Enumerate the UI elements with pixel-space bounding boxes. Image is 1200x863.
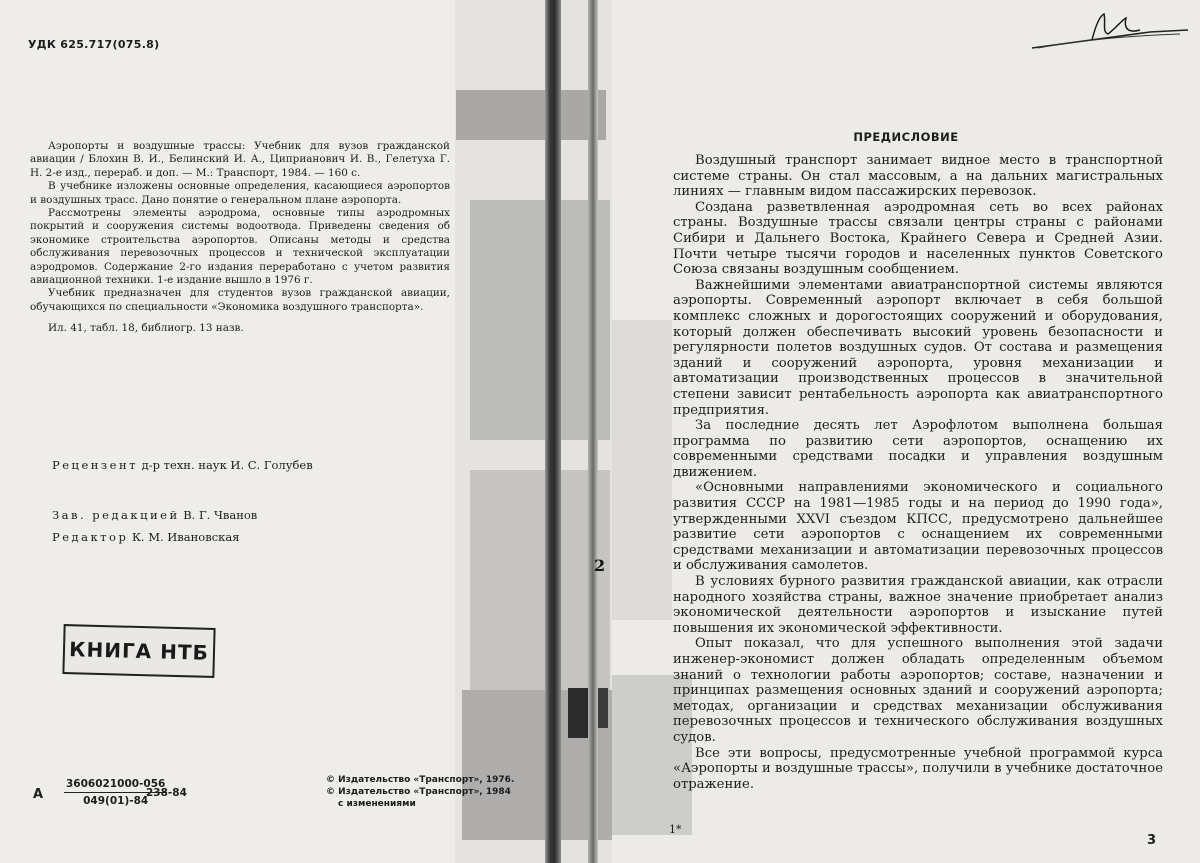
signature-mark: 1* [669, 823, 682, 836]
binding-shadow [598, 688, 608, 728]
annotation-paragraph: В учебнике изложены основные определения, касающиеся аэропортов и воздушных трасс. Дано понятие о генеральном плане аэропорта. [30, 180, 450, 206]
code-letter: А [33, 787, 44, 802]
preface-paragraph: Опыт показал, что для успешного выполнения этой задачи инженер-экономист должен обладать определенным объемом знаний о технологии работы аэропортов; составе, назначении и принципах размещения основных зданий и сооружений аэропорта; методах, организации и средствах механизации обслуживания перевозочных процессов и технического обслуживания воздушных судов. [673, 636, 1163, 745]
editor-line [52, 530, 239, 544]
preface-body [673, 153, 1163, 792]
preface-paragraph: «Основными направлениями экономического и социального развития СССР на 1981—1985 годы и на период до 1990 года», утвержденными XXVI съездом КПСС, предусмотрено дальнейшее развитие сети аэропортов с оснащением их современными средствами механизации и автоматизации перевозочных процессов и обслуживания самолетов. [673, 480, 1163, 574]
handwritten-signature [1030, 10, 1190, 55]
preface-paragraph: В условиях бурного развития гражданской авиации, как отрасли народного хозяйства страны, важное значение приобретает анализ экономической деятельности аэропортов и изыскание путей повышения их экономической эффективности. [673, 574, 1163, 636]
spine-shadow [545, 0, 561, 863]
preface-paragraph: Все эти вопросы, предусмотренные учебной программой курса «Аэропорты и воздушные трассы», получили в учебнике достаточное отражение. [673, 745, 1163, 792]
reviewer-name: д-р техн. наук И. С. Голубев [141, 458, 313, 472]
code-numerator: 3606021000-056 [64, 778, 167, 793]
annotation-paragraph: Учебник предназначен для студентов вузов гражданской авиации, обучающихся по специальности «Экономика воздушного транспорта». [30, 287, 450, 313]
tape-strip [456, 90, 606, 140]
annotation-block [30, 140, 450, 336]
page-number: 3 [1147, 833, 1157, 848]
binding-shadow [568, 688, 588, 738]
head-editor-line [52, 508, 257, 522]
gutter-mark: 2 [594, 556, 606, 575]
editor-name: К. М. Ивановская [131, 530, 240, 544]
spine-edge [588, 0, 598, 863]
copyright-line: © Издательство «Транспорт», 1984 [326, 787, 511, 797]
tape-strip [612, 320, 672, 620]
head-editor-name: В. Г. Чванов [183, 508, 258, 522]
preface-paragraph: Воздушный транспорт занимает видное место в транспортной системе страны. Он стал массовым, а на дальних магистральных линиях — главным видом пассажирских перевозок. [673, 153, 1163, 200]
editor-label: Редактор [52, 530, 129, 544]
preface-title: ПРЕДИСЛОВИЕ [853, 130, 959, 144]
bibliographic-citation: Аэропорты и воздушные трассы: Учебник для вузов гражданской авиации / Блохин В. И., Белинский И. А., Циприанович И. В., Гелетуха Г. Н. 2-е изд., перераб. и доп. — М.: Транспорт, 1984. — 160 с. [30, 140, 450, 179]
left-page [0, 0, 455, 863]
preface-paragraph: Важнейшими элементами авиатранспортной системы являются аэропорты. Современный аэропорт включает в себя большой комплекс сложных и дорогостоящих сооружений и оборудования, который должен обеспечивать высокий уровень безопасности и регулярности полетов воздушных судов. От состава и размещения зданий и сооружений аэропорта, уровня механизации и автоматизации производственных процессов в значительной степени зависит рентабельность аэропорта как авиатранспортного предприятия. [673, 277, 1163, 418]
illustration-count: Ил. 41, табл. 18, библиогр. 13 назв. [48, 322, 244, 335]
reviewer-label: Рецензент [52, 458, 139, 472]
reviewer-line [52, 458, 313, 472]
copyright-line: © Издательство «Транспорт», 1976. [326, 775, 515, 785]
copyright-sub: с изменениями [338, 799, 416, 809]
preface-paragraph: Создана разветвленная аэродромная сеть во всех районах страны. Воздушные трассы связали центры страны с районами Сибири и Дальнего Востока, Крайнего Севера и Средней Азии. Почти четыре тысячи городов и населенных пунктов Советского Союза связаны воздушным сообщением. [673, 199, 1163, 278]
annotation-paragraph: Рассмотрены элементы аэродрома, основные типы аэродромных покрытий и сооружения системы водоотвода. Приведены сведения об экономике строительства аэропортов. Описаны методы и средства обслуживания перевозочных процессов и технической эксплуатации аэродромов. Содержание 2-го издания переработано с учетом развития авиационной техники. 1-е издание вышло в 1976 г. [30, 207, 450, 287]
code-tail: 238-84 [146, 787, 187, 799]
copyright-block [326, 774, 514, 810]
library-stamp: КНИГА НТБ [62, 624, 215, 678]
udk-code: УДК 625.717(075.8) [28, 38, 160, 51]
preface-paragraph: За последние десять лет Аэрофлотом выполнена большая программа по развитию сети аэропортов, оснащению их современными средствами посадки и управления воздушным движением. [673, 418, 1163, 480]
head-editor-label: Зав. редакцией [52, 508, 180, 522]
code-denominator: 049(01)-84 [83, 795, 149, 807]
